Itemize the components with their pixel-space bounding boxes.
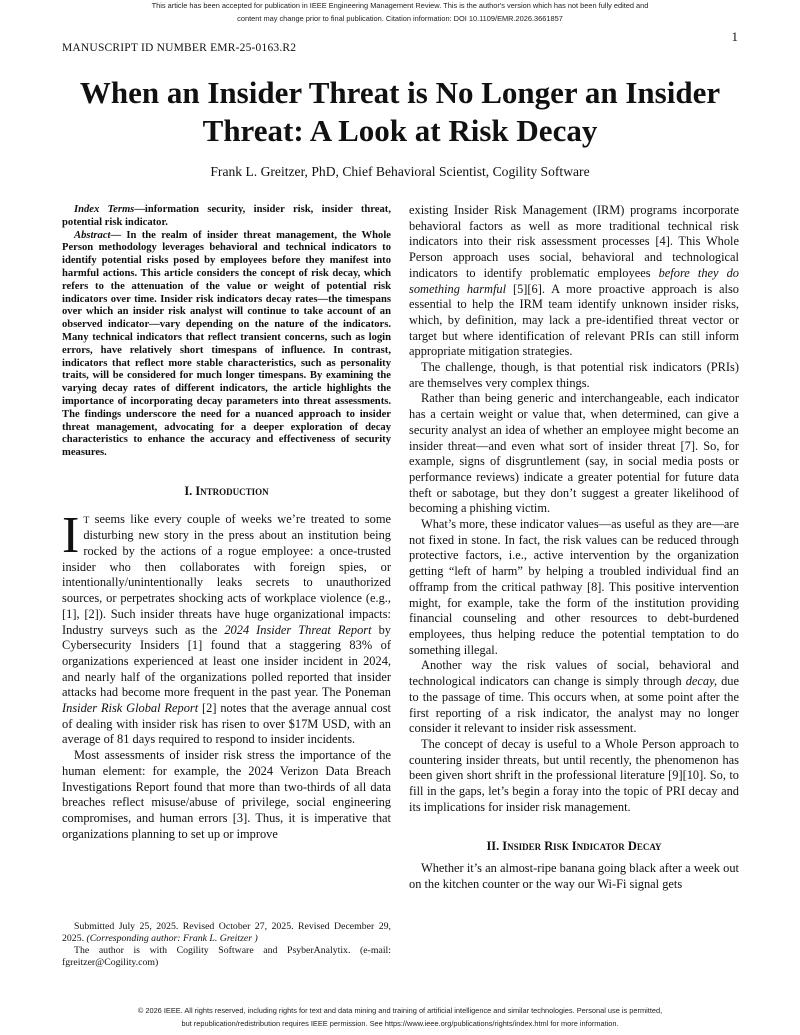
right-paragraph-3: Rather than being generic and interchangeable, each indicator has a certain weight or value that, when determined, can give a security analyst an idea of whether an employee might become an insider threat—and even what sort of insider threat [7]. So, for example, signs of disgruntlement (say, in social media posts or performance reviews) indicate a greater potential for future data theft or sabotage, but they don’t suggest a greater likelihood of becoming a phishing victim. xyxy=(409,391,739,516)
intro-p1-part-c: [2] notes that the average annual cost of dealing with insider risk has risen to over $17M USD, with an average of 81 days required to respond to insider incidents. xyxy=(62,701,391,747)
intro-p1-part-b: by Cybersecurity Insiders [1] found that a staggering 83% of organizations experienced at least one insider incident in 2024, and nearly half of the organizations polled reported that insider attacks had become more frequent in the past year. The Poneman xyxy=(62,622,391,700)
intro-paragraph-2: Most assessments of insider risk stress the importance of the human element: for example, the 2024 Verizon Data Breach Investigations Report found that more than two-thirds of all data breaches reflect misuse/abuse of privilege, social engineering compromises, and human errors [3]. Thus, it is imperative that organizations planning to set up or improve xyxy=(62,748,391,841)
footer-line-1: © 2026 IEEE. All rights reserved, including rights for text and data mining and training of artificial intelligence and similar technologies. Personal use is permitted, xyxy=(137,1006,663,1015)
copyright-footer xyxy=(0,1004,800,1030)
footnote-corresponding: (Corresponding author: Frank L. Greitzer ) xyxy=(86,932,258,944)
left-column xyxy=(62,204,391,842)
section-heading-decay-text: II. Insider Risk Indicator Decay xyxy=(486,839,662,854)
index-terms-text: —information security, insider risk, insider threat, potential risk indicator. xyxy=(62,204,391,228)
footer-line-2: but republication/redistribution requires IEEE permission. See https://www.ieee.org/publications/rights/index.html for more information. xyxy=(181,1019,619,1028)
right-paragraph-5 xyxy=(409,658,739,737)
section-heading-introduction xyxy=(62,484,391,500)
section-heading-decay xyxy=(409,839,739,855)
top-banner xyxy=(0,0,800,25)
right-p5-part-b: due to the passage of time. This occurs when, at some point after the first reporting of a risk indicator, the analyst may no longer consider it relevant to insider risk assessment. xyxy=(409,674,739,736)
footnote-line-2: The author is with Cogility Software and PsyberAnalytix. (e-mail: fgreitzer@Cogility.com) xyxy=(62,944,391,968)
footnote-line-1 xyxy=(62,921,391,945)
right-paragraph-1 xyxy=(409,203,739,360)
intro-p1-part-a: seems like every couple of weeks we’re treated to some disturbing new story in the press about an institution being rocked by the actions of a rogue employee: a once-trusted insider who then collaborates with foreign spies, or intentionally/unintentionally leaks secrets to unauthorized sources, or perpetrates shocking acts of workplace violence (e.g., [1], [2]). Such insider threats have huge organizational impacts: Industry surveys such as the xyxy=(62,511,391,637)
right-p5-emphasis: decay, xyxy=(685,674,718,689)
title-line-2: Threat: A Look at Risk Decay xyxy=(202,113,598,148)
title-line-1: When an Insider Threat is No Longer an Insider xyxy=(79,75,721,110)
paper-title xyxy=(40,74,760,150)
banner-line-1: This article has been accepted for publication in IEEE Engineering Management Review. This is the author's version which has not been fully edited and xyxy=(151,1,649,10)
author-line: Frank L. Greitzer, PhD, Chief Behavioral Scientist, Cogility Software xyxy=(210,164,590,179)
intro-p1-emphasis-2: Insider Risk Global Report xyxy=(62,701,199,716)
abstract-label: Abstract xyxy=(74,229,111,241)
drop-cap: I xyxy=(62,506,80,564)
abstract-text: — In the realm of insider threat management, the Whole Person methodology leverages behavioral and technical indicators to identify potential risks posed by employees before they manifest into harmful actions. This article considers the concept of risk decay, which refers to the attenuation of the value or weight of potential risk indicators over time. Insider risk indicators decay rates—the timespans over which an insider risk analyst will continue to take account of an observed indicator—vary depending on the nature of the indicators. Many technical indicators that reflect transient concerns, such as login errors, have relatively short timespans of influence. In contrast, indicators that reflect more stable characteristics, such as personality traits, will be considered for much longer timespans. By examining the varying decay rates of different indicators, the article highlights the importance of incorporating decay parameters into threat assessments. The findings underscore the need for a nuanced approach to insider threat management, advocating for a deeper exploration of decay characteristics to enhance the accuracy and effectiveness of security measures. xyxy=(62,229,391,459)
right-paragraph-7: Whether it’s an almost-ripe banana going black after a week out on the kitchen counter or the way our Wi-Fi signal gets xyxy=(409,861,739,891)
right-p1-emphasis: before they do something harmful xyxy=(409,265,739,296)
right-paragraph-6: The concept of decay is useful to a Whole Person approach to countering insider threats, but until recently, the phenomenon has been given short shrift in the professional literature [9][10]. So, to fill in the gaps, let’s begin a foray into the topic of PRI decay and its implications for insider risk management. xyxy=(409,736,739,814)
section-heading-introduction-text: I. Introduction xyxy=(184,483,269,498)
page-number: 1 xyxy=(731,29,738,44)
banner-line-2: content may change prior to final publication. Citation information: DOI 10.1109/EMR.2026.3661857 xyxy=(237,13,563,23)
right-column xyxy=(409,203,739,893)
right-p1-part-a: existing Insider Risk Management (IRM) programs incorporate behavioral factors as well as more traditional technical risk indicators into their risk assessment processes [4]. This Whole Person approach uses social, behavioral and technological indicators to identify problematic employees xyxy=(409,203,739,280)
footnote-submission: Submitted July 25, 2025. Revised October 27, 2025. Revised December 29, 2025. xyxy=(62,921,391,944)
index-terms-label: Index Terms xyxy=(74,204,135,215)
manuscript-id: MANUSCRIPT ID NUMBER EMR-25-0163.R2 xyxy=(62,42,297,54)
right-p5-part-a: Another way the risk values of social, behavioral and technological indicators can change is simply through xyxy=(409,658,739,689)
right-p1-part-b: [5][6]. A more proactive approach is also essential to help the IRM team identify unknown insider risks, which, by definition, may lack a pre-identified threat vector or target but where identification of relevant PRIs can still inform appropriate mitigation strategies. xyxy=(409,281,739,359)
right-paragraph-2: The challenge, though, is that potential risk indicators (PRIs) are themselves very complex things. xyxy=(409,360,739,390)
index-terms xyxy=(62,204,391,230)
right-paragraph-4: What’s more, these indicator values—as useful as they are—are not fixed in stone. In fact, the risk values can be reduced through protective factors, i.e., active intervention by the organization getting “left of harm” by helping a troubled individual find an offramp from the critical pathway [8]. This positive intervention might, for example, take the form of the institution providing financial counseling and other resources to debt-burdened employees, thus helping reduce the potential temptation to do something illegal. xyxy=(409,517,739,657)
footnote xyxy=(62,921,391,969)
intro-smallcaps: T xyxy=(83,514,90,526)
intro-p1-emphasis-1: 2024 Insider Threat Report xyxy=(224,622,372,637)
intro-paragraph-1 xyxy=(62,506,391,749)
abstract xyxy=(62,230,391,460)
